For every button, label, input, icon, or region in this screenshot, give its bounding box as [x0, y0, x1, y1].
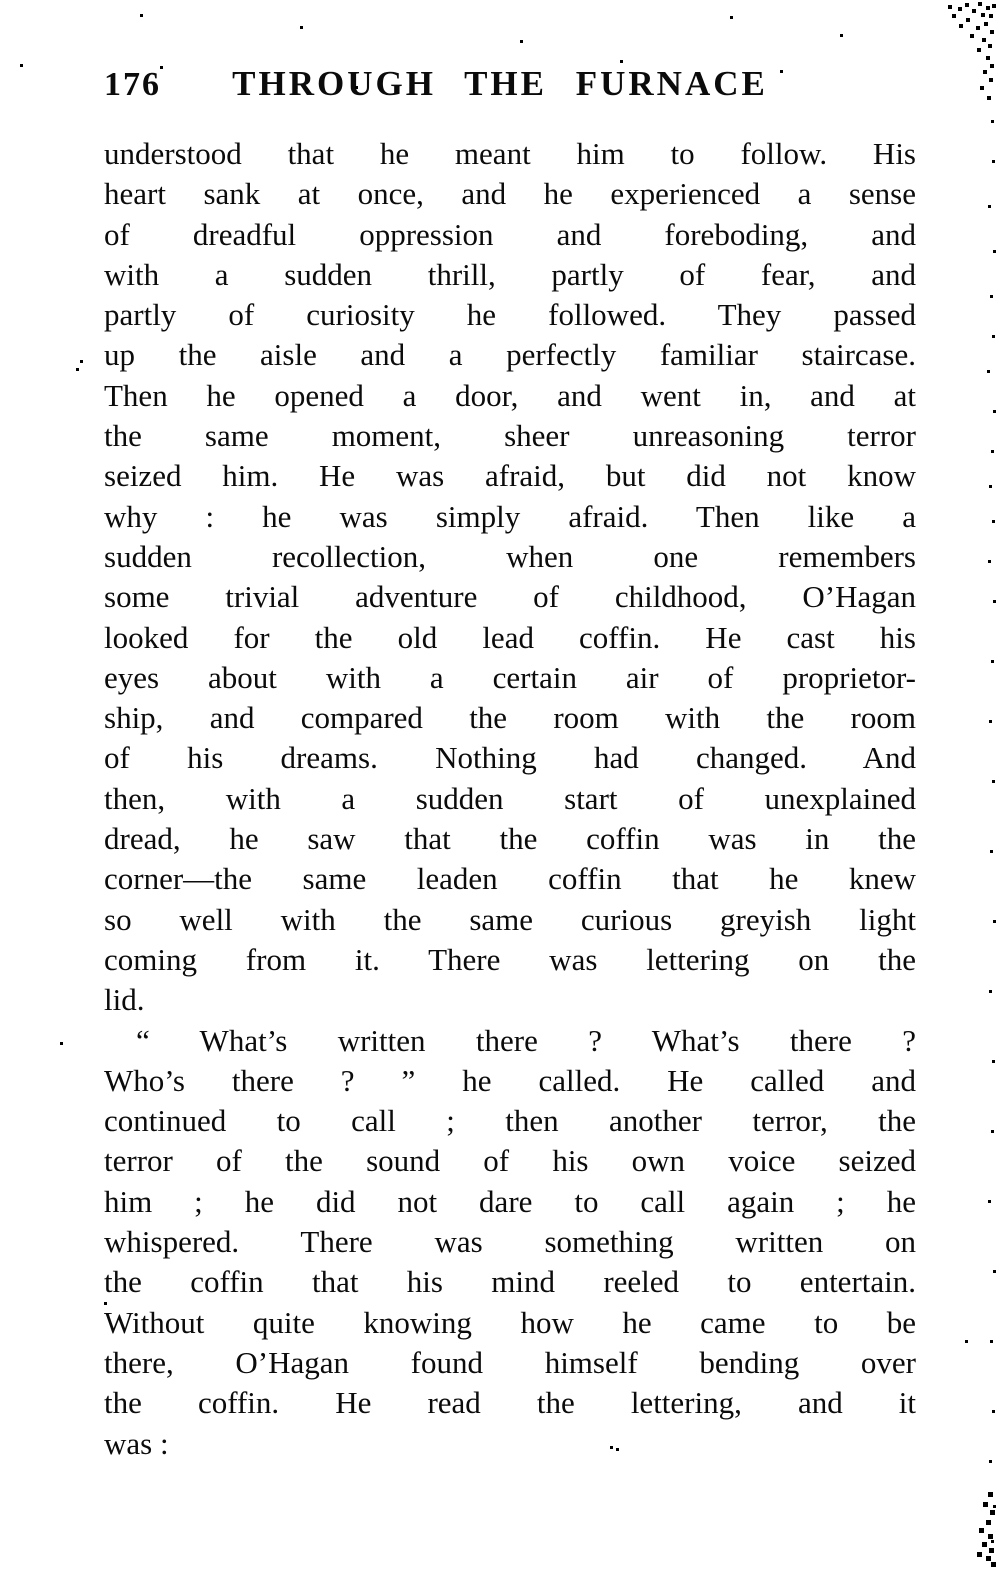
- text-line: then, with a sudden start of unexplained: [104, 780, 916, 816]
- text-line: so well with the same curious greyish light: [104, 901, 916, 937]
- text-line: Without quite knowing how he came to be: [104, 1304, 916, 1340]
- paragraph: [104, 1021, 916, 1464]
- text-line: the coffin. He read the lettering, and it: [104, 1385, 916, 1421]
- text-line: up the aisle and a perfectly familiar staircase.: [104, 337, 916, 373]
- text-line: dread, he saw that the coffin was in the: [104, 821, 916, 857]
- text-line: continued to call ; then another terror, the: [104, 1103, 916, 1139]
- text-line: partly of curiosity he followed. They passed: [104, 297, 916, 333]
- text-line: there, O’Hagan found himself bending over: [104, 1344, 916, 1380]
- text-line: was :: [104, 1425, 169, 1461]
- text-line: the same moment, sheer unreasoning terror: [104, 418, 916, 454]
- text-line: lid.: [104, 982, 145, 1018]
- text-line: Who’s there ? ” he called. He called and: [104, 1062, 916, 1098]
- text-line: seized him. He was afraid, but did not know: [104, 458, 916, 494]
- text-line: whispered. There was something written on: [104, 1224, 916, 1260]
- text-line: some trivial adventure of childhood, O’Hagan: [104, 579, 916, 615]
- scan-noise-top-right: [992, 4, 996, 8]
- text-line: understood that he meant him to follow. His: [104, 136, 916, 171]
- text-line: corner—the same leaden coffin that he knew: [104, 861, 916, 897]
- text-line: “ What’s written there ? What’s there ?: [136, 1022, 916, 1058]
- text-line: the coffin that his mind reeled to entertain.: [104, 1264, 916, 1300]
- scan-noise-bottom-right: [991, 1562, 996, 1567]
- page-number: 176: [104, 66, 161, 103]
- text-line: why : he was simply afraid. Then like a: [104, 498, 916, 534]
- text-line: of dreadful oppression and foreboding, and: [104, 216, 916, 252]
- text-line: of his dreams. Nothing had changed. And: [104, 740, 916, 776]
- text-line: coming from it. There was lettering on the: [104, 941, 916, 977]
- text-line: ship, and compared the room with the room: [104, 700, 916, 736]
- text-line: looked for the old lead coffin. He cast his: [104, 619, 916, 655]
- text-line: sudden recollection, when one remembers: [104, 538, 916, 574]
- text-line: him ; he did not dare to call again ; he: [104, 1183, 916, 1219]
- scan-noise-right-edge: [991, 120, 994, 123]
- scan-noise-scatter: [140, 14, 143, 17]
- text-line: Then he opened a door, and went in, and at: [104, 377, 916, 413]
- running-title: THROUGH THE FURNACE: [232, 64, 768, 103]
- text-line: eyes about with a certain air of proprietor-: [104, 659, 916, 695]
- text-line: heart sank at once, and he experienced a sense: [104, 176, 916, 212]
- text-line: with a sudden thrill, partly of fear, and: [104, 256, 916, 292]
- page-body-text: [104, 134, 916, 1464]
- text-line: terror of the sound of his own voice seized: [104, 1143, 916, 1179]
- page-header: [0, 64, 1000, 114]
- paragraph: [104, 134, 916, 1021]
